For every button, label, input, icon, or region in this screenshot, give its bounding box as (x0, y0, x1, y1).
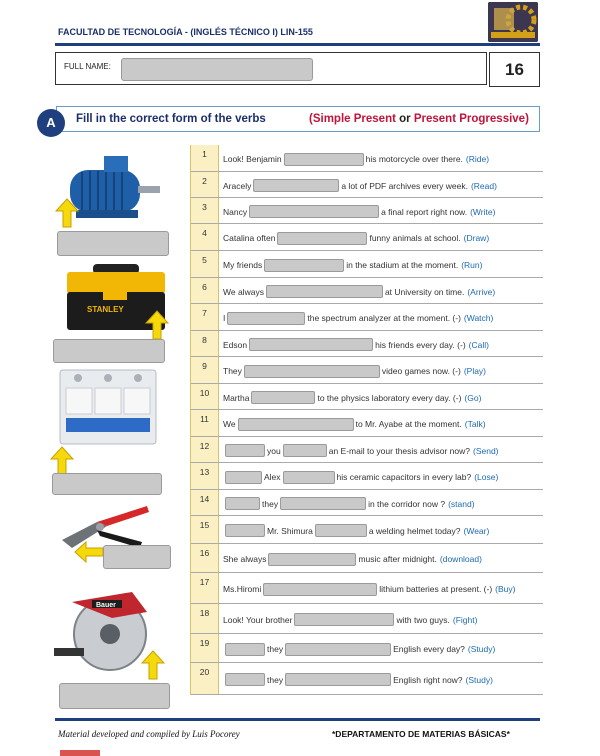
sentence-start: Edson (223, 339, 248, 350)
answer-blank[interactable] (277, 232, 367, 245)
sentence-start: you (267, 445, 281, 456)
row-number: 5 (202, 255, 207, 265)
footer-accent (60, 750, 100, 756)
sentence-end: to Mr. Ayabe at the moment. (355, 419, 462, 429)
row-number: 20 (199, 667, 210, 677)
sentence-end: an E-mail to your thesis advisor now? (328, 445, 470, 456)
row-sentence (223, 285, 495, 298)
answer-blank[interactable] (225, 497, 260, 510)
row-number: 11 (200, 414, 209, 424)
sentence-start: Catalina often (223, 233, 276, 243)
row-number: 3 (202, 202, 207, 212)
row-number: 7 (202, 308, 207, 318)
exercise-row (191, 278, 543, 304)
verb-hint: (Talk) (464, 419, 486, 429)
header-divider (55, 43, 540, 46)
sentence-end: his motorcycle over there. (365, 154, 463, 164)
sentence-end: his friends every day. (-) (375, 339, 466, 350)
instruction-text: Fill in the correct form of the verbs (76, 113, 266, 125)
sentence-start: they (267, 644, 284, 654)
answer-blank[interactable] (225, 471, 262, 484)
row-sentence (223, 418, 486, 431)
answer-blank[interactable] (285, 673, 391, 686)
row-sentence (223, 153, 489, 166)
exercise-row (191, 198, 543, 224)
sentence-start: She always (223, 554, 267, 564)
row-sentence (223, 553, 482, 566)
full-name-redacted-field[interactable] (121, 58, 313, 81)
sentence-end: a lot of PDF archives every week. (341, 180, 468, 191)
sentence-start: they (262, 498, 279, 509)
sentence-end: funny animals at school. (369, 233, 461, 243)
verb-hint: (Read) (470, 180, 497, 191)
verb-hint: (Run) (461, 260, 483, 270)
exercise-row (191, 304, 543, 331)
row-number: 8 (202, 335, 207, 345)
tense-or: or (399, 113, 411, 125)
exercise-row (191, 384, 543, 410)
sentence-end: to the physics laboratory every day. (-) (317, 392, 462, 403)
answer-blank[interactable] (225, 643, 265, 656)
row-number: 15 (199, 520, 210, 530)
faculty-title: FACULTAD DE TECNOLOGÍA - (INGLÉS TÉCNICO I) LIN-155 (58, 27, 313, 37)
row-sentence (223, 497, 475, 510)
row-number: 16 (199, 548, 210, 558)
answer-blank[interactable] (266, 285, 383, 298)
row-number: 4 (202, 228, 207, 238)
exercise-row (191, 251, 543, 278)
answer-blank[interactable] (280, 497, 366, 510)
sentence-end: his ceramic capacitors in every lab? (336, 472, 472, 482)
row-sentence (223, 232, 489, 245)
sentence-start: I (223, 313, 226, 323)
sentence-start: We always (223, 286, 264, 297)
sentence-end: the spectrum analyzer at the moment. (-) (307, 313, 461, 323)
saw-brand-label: Bauer (96, 602, 116, 609)
answer-blank[interactable] (253, 179, 339, 192)
verb-hint: (Study) (467, 644, 496, 654)
row-sentence (223, 179, 497, 192)
row-sentence (223, 471, 498, 484)
exercise-row (191, 437, 543, 463)
verb-hint: (Ride) (465, 154, 490, 164)
footer-divider (55, 718, 540, 721)
sentence-end: a final report right now. (381, 206, 468, 217)
arrow-left-icon (74, 541, 104, 568)
exercise-row (191, 634, 543, 663)
answer-blank[interactable] (238, 418, 354, 431)
answer-blank[interactable] (244, 365, 380, 378)
verb-hint: (Fight) (452, 614, 478, 625)
sentence-end: English every day? (393, 644, 465, 654)
footer-department: *DEPARTAMENTO DE MATERIAS BÁSICAS* (332, 729, 510, 739)
answer-blank[interactable] (294, 613, 394, 626)
answer-blank[interactable] (249, 205, 379, 218)
sentence-start: Martha (223, 392, 250, 403)
sentence-start: Alex (264, 472, 281, 482)
row-sentence (223, 673, 493, 686)
tense-options (309, 113, 529, 125)
faculty-logo (488, 2, 538, 42)
sentence-start: My friends (223, 260, 263, 270)
tense-close: ) (525, 113, 529, 125)
verb-hint: (stand) (448, 498, 475, 509)
answer-box-picture-4[interactable] (103, 545, 171, 569)
verb-hint: (Study) (465, 674, 493, 685)
row-sentence (223, 205, 495, 218)
instruction-bar (56, 106, 540, 132)
exercise-row (191, 663, 543, 695)
arrow-up-icon (141, 650, 165, 685)
sentence-end: with two guys. (396, 614, 450, 625)
answer-blank[interactable] (225, 673, 265, 686)
row-sentence (223, 365, 486, 378)
answer-box-picture-5[interactable] (59, 683, 170, 709)
answer-box-picture-3[interactable] (52, 473, 162, 495)
exercise-row (191, 224, 543, 251)
answer-blank[interactable] (285, 643, 391, 656)
tense-present-progressive: Present Progressive (413, 113, 526, 125)
answer-blank[interactable] (251, 391, 315, 404)
verb-hint: (Draw) (463, 233, 490, 243)
sentence-start: Look! Benjamin (223, 154, 282, 164)
row-divider (191, 694, 543, 695)
toolbox-brand-label: STANLEY (87, 305, 124, 314)
sentence-start: They (223, 366, 242, 376)
row-number: 13 (199, 467, 210, 477)
row-number: 6 (202, 282, 207, 292)
row-sentence (223, 391, 481, 404)
sentence-end: in the stadium at the moment. (346, 260, 459, 270)
sentence-end: lithium batteries at present. (-) (379, 584, 493, 594)
exercise-row (191, 172, 543, 198)
answer-blank[interactable] (284, 153, 364, 166)
answer-blank[interactable] (315, 524, 367, 537)
row-sentence (223, 312, 493, 325)
exercise-row (191, 516, 543, 544)
exercise-row (191, 463, 543, 490)
verb-hint: (Buy) (495, 584, 516, 594)
sentence-end: at University on time. (384, 286, 465, 297)
answer-blank[interactable] (263, 583, 377, 596)
row-number: 19 (199, 638, 210, 648)
sentence-start: We (223, 419, 236, 429)
row-number: 12 (199, 441, 210, 451)
row-number: 9 (202, 361, 207, 371)
answer-blank[interactable] (283, 471, 335, 484)
row-sentence (223, 613, 477, 626)
verb-hint: (Send) (472, 445, 499, 456)
verb-hint: (Go) (464, 392, 482, 403)
arrow-up-icon (55, 198, 79, 233)
footer-credit: Material developed and compiled by Luis Pocorey (58, 729, 240, 739)
row-sentence (223, 338, 489, 351)
exercise-grid (190, 145, 543, 695)
exercise-row (191, 573, 543, 604)
verb-hint: (Write) (470, 206, 496, 217)
verb-hint: (Watch) (463, 313, 494, 323)
row-number: 2 (202, 176, 207, 186)
sentence-start: Nancy (223, 206, 248, 217)
verb-hint: (Call) (468, 339, 489, 350)
exercise-row (191, 490, 543, 516)
full-name-box (55, 52, 487, 85)
verb-hint: (download) (439, 554, 482, 564)
sentence-end: English right now? (393, 674, 463, 685)
row-sentence (223, 643, 495, 656)
exercise-row (191, 544, 543, 573)
sentence-end: in the corridor now ? (368, 498, 446, 509)
row-number: 10 (199, 388, 210, 398)
answer-blank[interactable] (283, 444, 327, 457)
exercise-row (191, 410, 543, 437)
row-sentence (223, 583, 515, 596)
tense-open: ( (309, 113, 313, 125)
answer-blank[interactable] (225, 444, 265, 457)
exercise-row (191, 357, 543, 384)
score-box: 16 (489, 52, 540, 87)
row-sentence (223, 444, 499, 457)
sentence-start: Look! Your brother (223, 614, 293, 625)
sentence-start: Ms.Hiromi (223, 584, 262, 594)
verb-hint: (Play) (463, 366, 487, 376)
verb-hint: (Wear) (463, 525, 490, 536)
sentence-end: video games now. (-) (381, 366, 461, 376)
row-number: 17 (199, 577, 210, 587)
answer-blank[interactable] (227, 312, 305, 325)
section-letter-badge: A (37, 109, 65, 137)
row-sentence (223, 259, 482, 272)
answer-blank[interactable] (249, 338, 373, 351)
exercise-row (191, 604, 543, 634)
circuit-breaker-image (58, 368, 158, 453)
sentence-end: music after midnight. (358, 554, 437, 564)
answer-box-picture-1[interactable] (57, 231, 169, 256)
sentence-end: a welding helmet today? (368, 525, 461, 536)
answer-blank[interactable] (264, 259, 344, 272)
row-number: 1 (202, 149, 207, 159)
verb-hint: (Arrive) (467, 286, 496, 297)
answer-blank[interactable] (225, 524, 265, 537)
answer-box-picture-2[interactable] (53, 339, 165, 363)
verb-hint: (Lose) (474, 472, 499, 482)
sentence-start: they (267, 674, 284, 685)
row-number: 14 (199, 494, 210, 504)
row-number: 18 (199, 608, 210, 618)
sentence-start: Mr. Shimura (267, 525, 313, 536)
exercise-row (191, 145, 543, 172)
exercise-row (191, 331, 543, 357)
sentence-start: Aracely (223, 180, 252, 191)
answer-blank[interactable] (268, 553, 356, 566)
full-name-label: FULL NAME: (64, 62, 111, 71)
tense-simple-present: Simple Present (312, 113, 396, 125)
row-sentence (223, 524, 489, 537)
